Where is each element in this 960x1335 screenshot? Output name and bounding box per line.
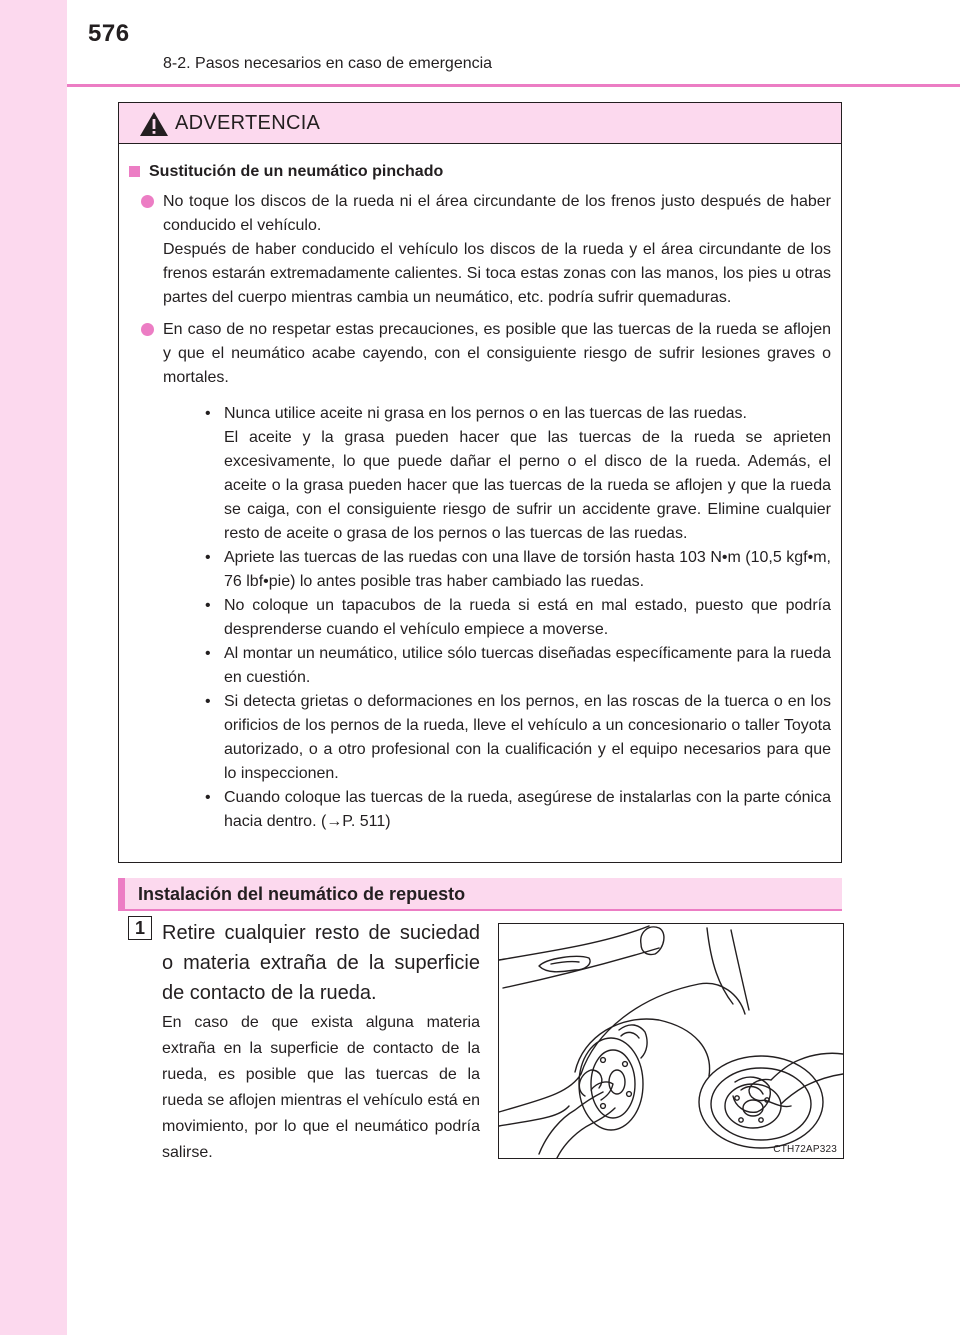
precaution-list (163, 402, 831, 834)
page-number: 576 (88, 20, 130, 47)
wheel-cleaning-illustration (499, 924, 843, 1158)
warning-body (119, 144, 841, 834)
warning-header (119, 103, 841, 144)
warning-subheading: Sustitución de un neumático pinchado (129, 160, 831, 184)
warning-item-text: En caso de no respetar estas precauciones, es posible que las tuercas de la rueda se aflojen y que el neumático acabe cayendo, con el consiguiente riesgo de sufrir lesiones graves o mortales. (163, 321, 831, 386)
warning-item (129, 190, 831, 310)
warning-item-text: Después de haber conducido el vehículo los discos de la rueda y el área circundante de los frenos estarán extremadamente calientes. Si toca estas zonas con las manos, los pies u otras partes del cuerpo mientras cambia un neumático, etc. podría sufrir quemaduras. (163, 241, 831, 306)
list-item: • Al montar un neumático, utilice sólo tuercas diseñadas específicamente para la rueda en cuestión. (205, 642, 831, 690)
section-header (118, 878, 842, 911)
section-accent-bar (118, 878, 125, 909)
list-item: • Apriete las tuercas de las ruedas con una llave de torsión hasta 103 N•m (10,5 kgf•m, 76 lbf•pie) lo antes posible tras haber cambiado las ruedas. (205, 546, 831, 594)
figure-code: CTH72AP323 (773, 1144, 837, 1155)
warning-title: ADVERTENCIA (175, 112, 321, 134)
warning-item (129, 318, 831, 834)
square-bullet-icon (129, 166, 140, 177)
list-item: • Cuando coloque las tuercas de la rueda, asegúrese de instalarlas con la parte cónica hacia dentro. (→P. 511) (205, 786, 831, 834)
illustration (498, 923, 844, 1159)
list-item: • Nunca utilice aceite ni grasa en los pernos o en las tuercas de las ruedas. El aceite y la grasa pueden hacer que las tuercas de la rueda se aprieten excesivamente, lo que puede dañar el perno o el disco de la rueda. Además, el aceite o la grasa pueden hacer que las tuercas de la rueda se aflojen y que la rueda se caiga, con el consiguiente riesgo de sufrir un accidente grave. Elimine cualquier resto de aceite o grasa de los pernos o las tuercas de las ruedas. (205, 402, 831, 546)
step-number-badge: 1 (128, 916, 152, 940)
header-divider (67, 84, 960, 87)
list-item: • Si detecta grietas o deformaciones en los pernos, en las roscas de la tuerca o en los orificios de los pernos de la rueda, lleve el vehículo a un concesionario o taller Toyota autorizado, o a otro profesional con la cualificación y el equipo necesarios para que lo inspeccionen. (205, 690, 831, 786)
step-note: En caso de que exista alguna materia extraña en la superficie de contacto de la rueda, es posible que las tuercas de la rueda se aflojen mientras el vehículo está en movimiento, por lo que el neumático podría salirse. (162, 1014, 480, 1161)
warning-box (118, 102, 842, 863)
circle-bullet-icon (141, 195, 154, 208)
circle-bullet-icon (141, 323, 154, 336)
step-instruction: Retire cualquier resto de suciedad o materia extraña de la superficie de contacto de la rueda. (162, 922, 480, 1004)
page-margin-strip (0, 0, 67, 1335)
warning-triangle-icon (139, 111, 169, 137)
warning-item-text: No toque los discos de la rueda ni el área circundante de los frenos justo después de haber conducido el vehículo. (163, 193, 831, 234)
section-heading: 8-2. Pasos necesarios en caso de emergencia (163, 55, 493, 72)
list-item: • No coloque un tapacubos de la rueda si está en mal estado, puesto que podría desprenderse cuando el vehículo empiece a moverse. (205, 594, 831, 642)
section-title: Instalación del neumático de repuesto (138, 884, 466, 904)
